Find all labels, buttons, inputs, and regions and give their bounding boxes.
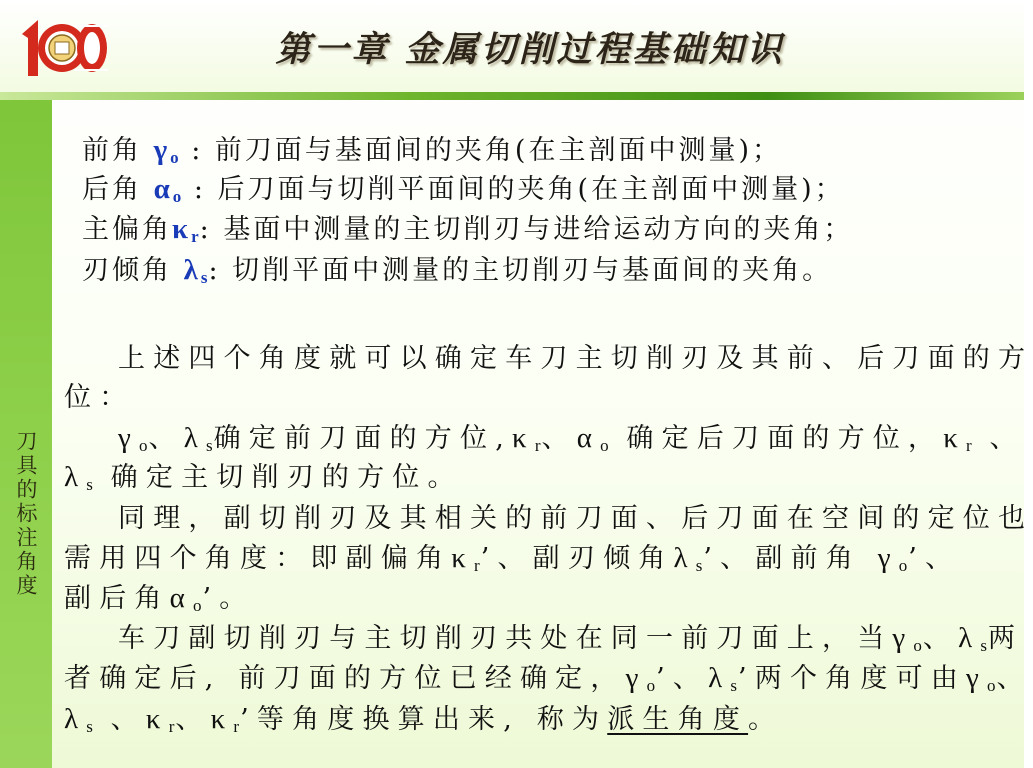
definition-line xyxy=(82,248,832,287)
subscript: s xyxy=(980,636,989,655)
text-segment: 、 xyxy=(93,704,146,735)
greek-symbol: λ xyxy=(673,542,696,574)
text-segment: 。 xyxy=(748,704,784,735)
subscript: s xyxy=(86,475,94,494)
subscript: o xyxy=(646,676,657,695)
greek-symbol: κ xyxy=(512,422,535,454)
subscript: o xyxy=(986,676,997,695)
subscript: r xyxy=(474,556,481,575)
text-segment: ’等角度换算出来, 称为 xyxy=(240,704,608,735)
text-segment: 、 xyxy=(922,623,959,654)
subscript: o xyxy=(898,556,909,575)
text-segment: 、 xyxy=(148,423,184,454)
subscript: s xyxy=(86,717,94,736)
greek-symbol: α xyxy=(576,422,601,454)
text-segment: 需用四个角度：即副偏角 xyxy=(64,543,452,574)
paragraph-line xyxy=(64,455,463,494)
subscript: s xyxy=(730,676,738,695)
greek-symbol: λ xyxy=(708,662,731,694)
underlined-term: 派生角度 xyxy=(607,704,749,735)
text-segment: 、 xyxy=(175,704,211,735)
subscript: r xyxy=(966,436,973,455)
paragraph-line xyxy=(64,536,960,575)
greek-symbol: κ xyxy=(943,422,967,454)
sidebar xyxy=(0,100,52,768)
definition-line xyxy=(82,167,845,206)
text-segment: 主偏角 xyxy=(82,214,172,245)
subscript: r xyxy=(233,717,241,736)
text-segment: : 后刀面与切削平面间的夹角(在主剖面中测量)； xyxy=(182,174,845,205)
page-title: 第一章 金属切削过程基础知识 xyxy=(275,29,785,70)
subscript: o xyxy=(172,187,183,206)
subscript: s xyxy=(205,436,214,455)
greek-symbol: γ xyxy=(877,542,899,574)
paragraph-line xyxy=(64,656,1032,695)
greek-symbol: λ xyxy=(183,254,201,286)
text-segment: 同理，副切削刃及其相关的前刀面、后刀面在空间的定位也 xyxy=(118,503,1033,534)
subscript: r xyxy=(168,717,176,736)
greek-symbol: γ xyxy=(153,134,171,166)
subscript: o xyxy=(193,596,203,615)
definition-line xyxy=(82,207,853,246)
text-segment: 确定后刀面的方位， xyxy=(609,423,944,454)
subscript: s xyxy=(695,556,704,575)
greek-symbol: γ xyxy=(965,662,987,694)
greek-symbol: λ xyxy=(958,622,981,654)
greek-symbol: λ xyxy=(64,461,87,493)
text-segment: ’、 xyxy=(908,543,961,574)
paragraph-line xyxy=(118,416,1025,455)
text-segment: ’。 xyxy=(202,583,255,614)
subscript: o xyxy=(170,148,180,167)
university-logo-icon xyxy=(18,12,110,82)
greek-symbol: κ xyxy=(210,703,234,735)
subscript: o xyxy=(139,436,149,455)
text-segment: 车刀副切削刃与主切削刃共处在同一前刀面上，当 xyxy=(118,623,893,654)
text-segment: ’、副前角 xyxy=(703,543,878,574)
text-segment: 刃倾角 xyxy=(82,255,184,286)
text-segment: : 基面中测量的主切削刃与进给运动方向的夹角； xyxy=(199,214,854,245)
text-segment: ’两个角度可由 xyxy=(737,663,966,694)
greek-symbol: κ xyxy=(451,542,475,574)
subscript: s xyxy=(200,268,209,287)
subscript: r xyxy=(191,227,200,246)
greek-symbol: λ xyxy=(183,422,206,454)
paragraph-line xyxy=(64,375,134,414)
paragraph-line xyxy=(64,697,783,736)
greek-symbol: γ xyxy=(625,662,647,694)
subscript: o xyxy=(600,436,610,455)
definition-line xyxy=(82,128,782,167)
text-segment: 者确定后, 前刀面的方位已经确定， xyxy=(64,663,626,694)
text-segment: 位： xyxy=(64,382,135,413)
text-segment: 、 xyxy=(996,663,1032,694)
text-segment: 后角 xyxy=(82,174,154,205)
paragraph-line xyxy=(118,336,1033,375)
text-segment: ’、 xyxy=(656,663,709,694)
paragraph-line xyxy=(118,616,1023,655)
text-segment: 上述四个角度就可以确定车刀主切削刃及其前、后刀面的方 xyxy=(118,343,1033,374)
text-segment: 两 xyxy=(988,623,1024,654)
sidebar-label: 刀具的标注角度 xyxy=(14,430,38,598)
text-segment: ’、副刃倾角 xyxy=(480,543,674,574)
slide-header xyxy=(0,0,1024,92)
greek-symbol: γ xyxy=(892,622,914,654)
text-segment: 前角 xyxy=(82,135,154,166)
text-segment: 确定前刀面的方位, xyxy=(213,423,512,454)
greek-symbol: κ xyxy=(145,703,169,735)
greek-symbol: α xyxy=(169,582,194,614)
subscript: r xyxy=(534,436,542,455)
greek-symbol: λ xyxy=(64,703,87,735)
subscript: o xyxy=(913,636,923,655)
text-segment: 副后角 xyxy=(64,583,170,614)
greek-symbol: κ xyxy=(172,213,192,245)
text-segment: : 切削平面中测量的主切削刃与基面间的夹角。 xyxy=(208,255,833,286)
paragraph-line xyxy=(64,576,255,615)
text-segment: 确定主切削刃的方位。 xyxy=(93,462,463,493)
greek-symbol: γ xyxy=(118,422,140,454)
paragraph-line xyxy=(118,496,1033,535)
text-segment: 、 xyxy=(972,423,1025,454)
text-segment: 、 xyxy=(541,423,577,454)
header-divider xyxy=(0,92,1024,100)
greek-symbol: α xyxy=(153,173,173,205)
text-segment: : 前刀面与基面间的夹角(在主剖面中测量)； xyxy=(179,135,783,166)
